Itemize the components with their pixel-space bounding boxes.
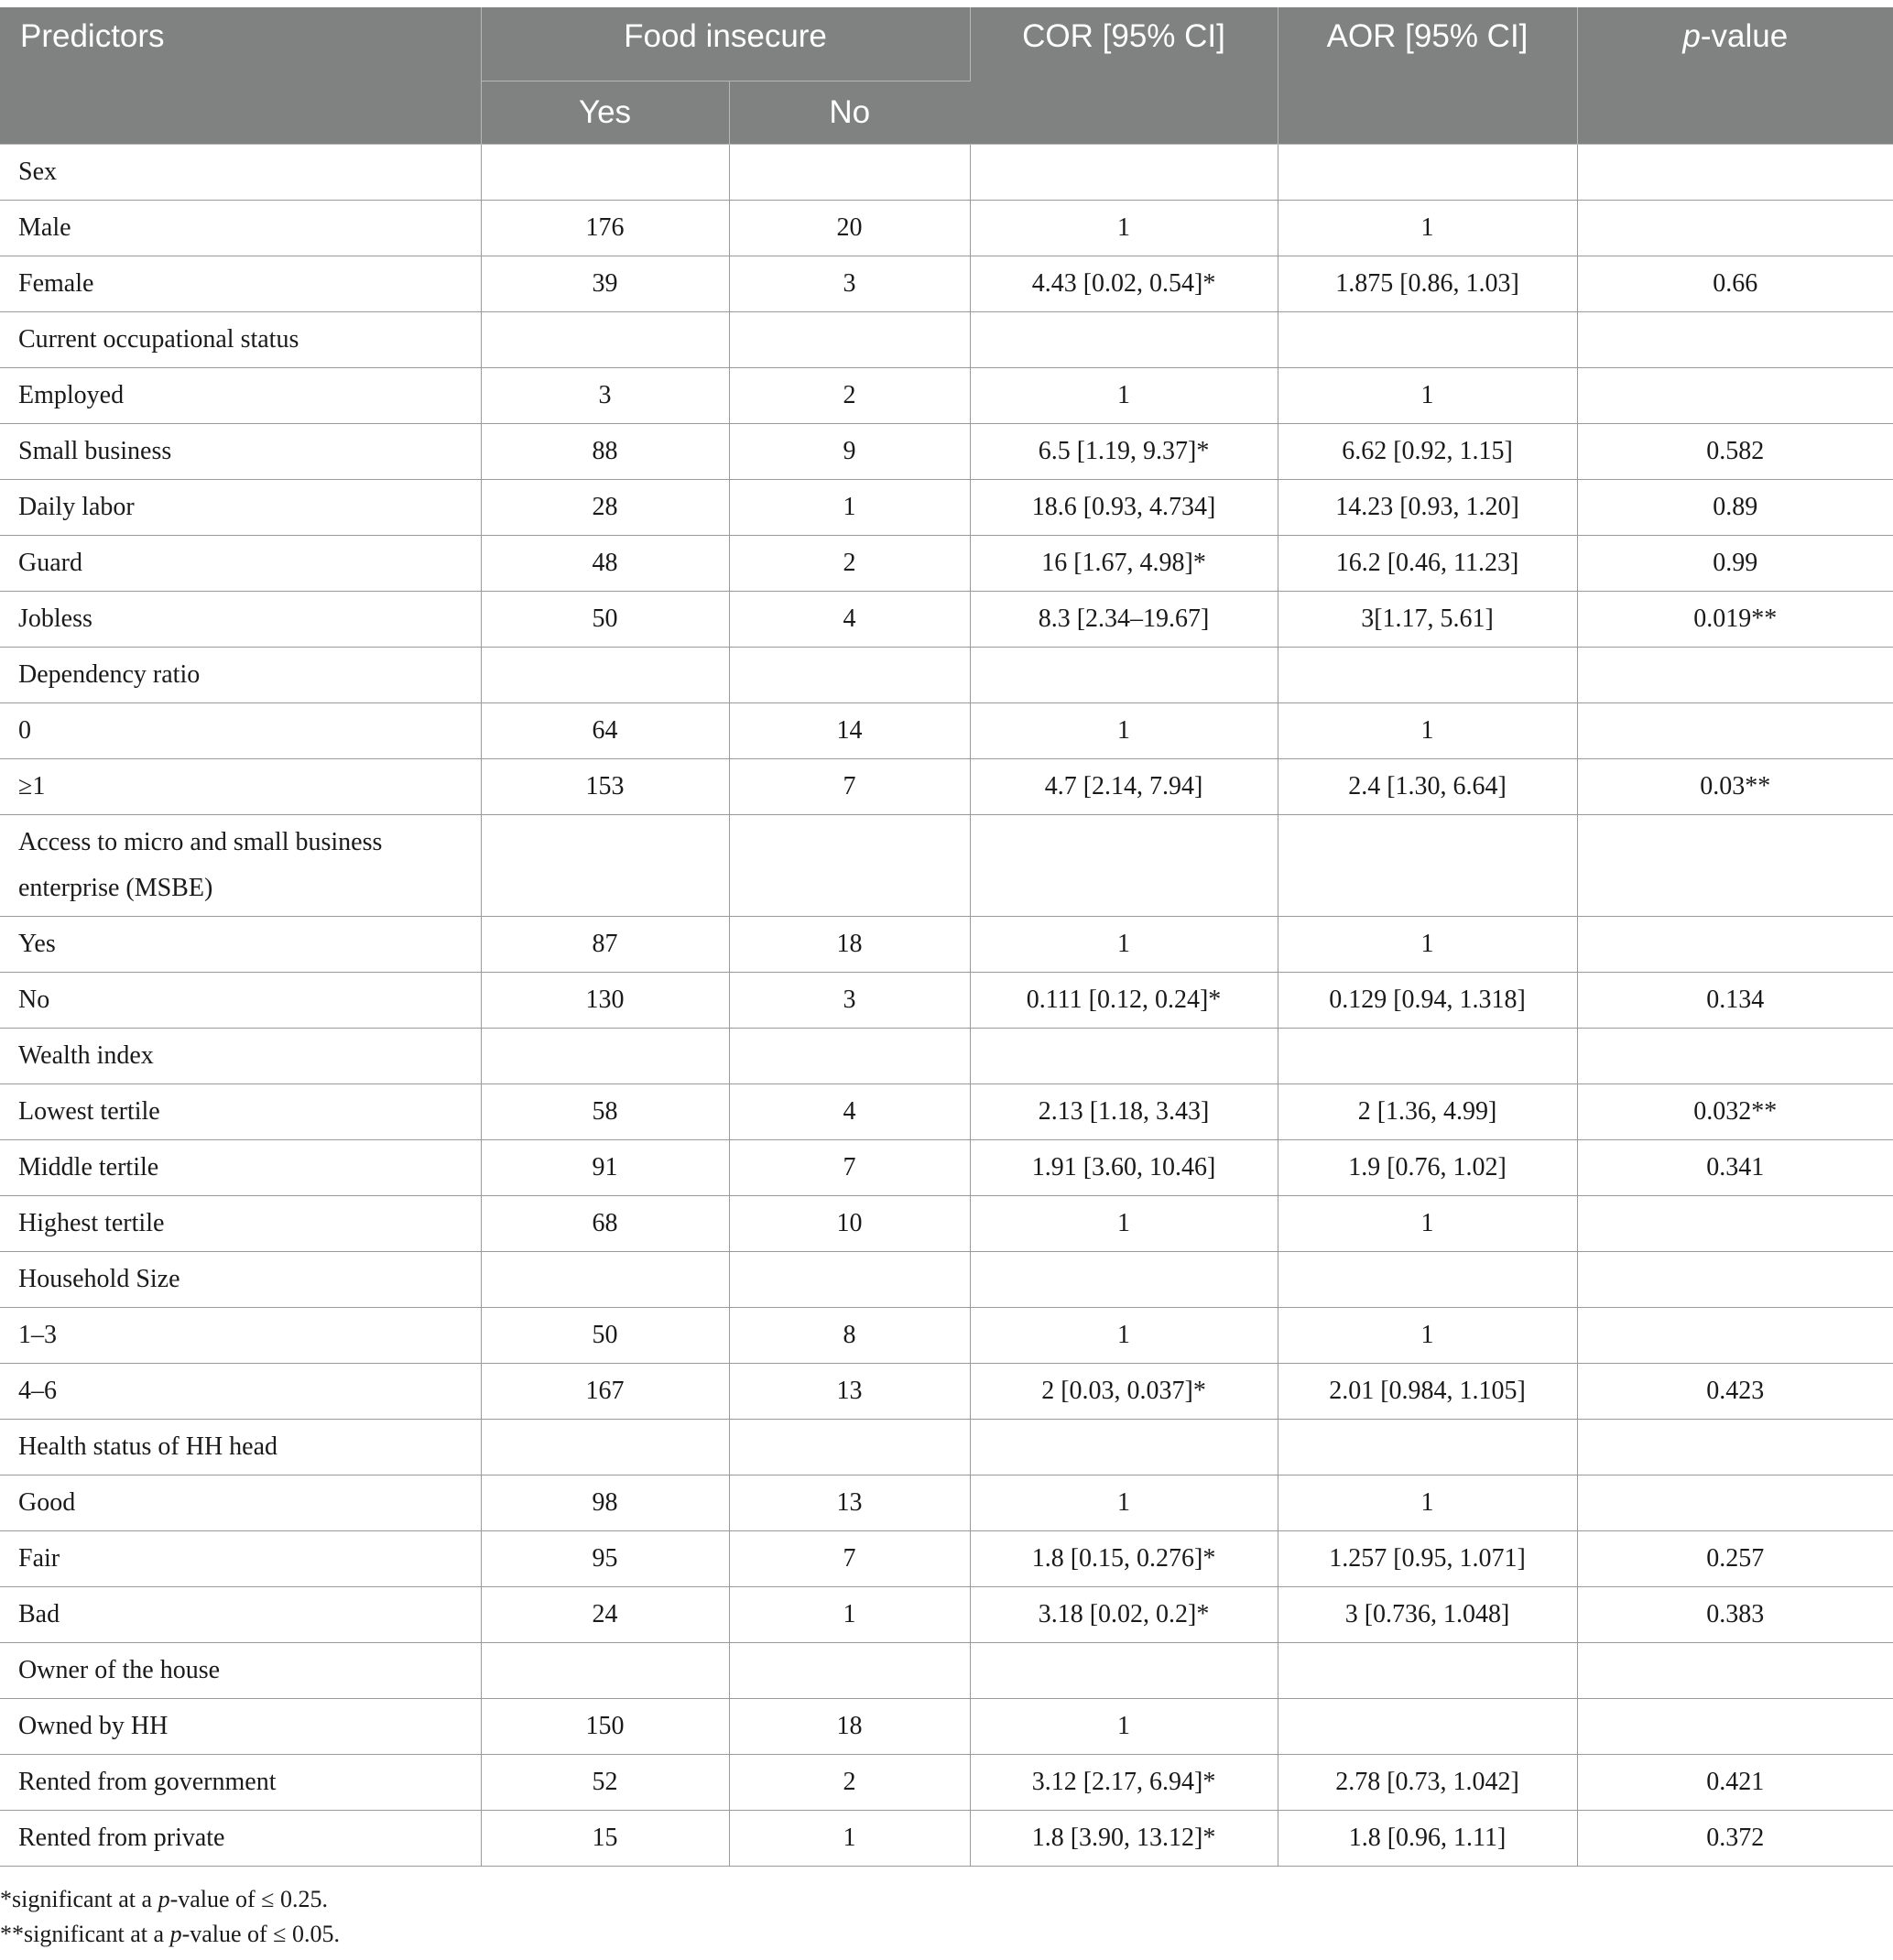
header-p-value (1577, 7, 1893, 145)
cell-no: 13 (729, 1475, 970, 1531)
cell-yes (481, 1420, 729, 1475)
cell-p-value: 0.421 (1577, 1755, 1893, 1811)
cell-yes: 153 (481, 759, 729, 815)
table-row (0, 368, 1893, 424)
table-row (0, 815, 1893, 917)
cell-p-value: 0.372 (1577, 1811, 1893, 1867)
cell-aor: 1 (1278, 1475, 1577, 1531)
cell-cor (970, 1420, 1278, 1475)
table-row (0, 256, 1893, 312)
cell-no: 10 (729, 1196, 970, 1252)
table-row (0, 1308, 1893, 1364)
cell-aor: 2 [1.36, 4.99] (1278, 1084, 1577, 1140)
cell-p-value (1577, 1643, 1893, 1699)
cell-aor: 1.257 [0.95, 1.071] (1278, 1531, 1577, 1587)
cell-yes (481, 648, 729, 703)
table-header (0, 7, 1893, 145)
cell-cor: 8.3 [2.34–19.67] (970, 592, 1278, 648)
cell-no: 1 (729, 1587, 970, 1643)
table-row (0, 759, 1893, 815)
cell-predictor: Wealth index (0, 1029, 481, 1084)
cell-aor: 14.23 [0.93, 1.20] (1278, 480, 1577, 536)
cell-predictor: Household Size (0, 1252, 481, 1308)
cell-yes: 48 (481, 536, 729, 592)
cell-aor (1278, 145, 1577, 201)
cell-p-value: 0.423 (1577, 1364, 1893, 1420)
cell-p-value: 0.99 (1577, 536, 1893, 592)
cell-predictor: Dependency ratio (0, 648, 481, 703)
footnote-2-suffix: -value of ≤ 0.05. (181, 1921, 340, 1947)
cell-no (729, 1029, 970, 1084)
cell-predictor: Bad (0, 1587, 481, 1643)
cell-yes: 150 (481, 1699, 729, 1755)
cell-predictor: Female (0, 256, 481, 312)
cell-aor (1278, 1699, 1577, 1755)
cell-cor: 1 (970, 1196, 1278, 1252)
cell-predictor: Highest tertile (0, 1196, 481, 1252)
cell-aor: 1 (1278, 1308, 1577, 1364)
header-p-letter: p (1682, 18, 1701, 54)
cell-no: 3 (729, 256, 970, 312)
cell-p-value (1577, 1308, 1893, 1364)
cell-cor: 2 [0.03, 0.037]* (970, 1364, 1278, 1420)
cell-aor: 1 (1278, 917, 1577, 973)
table-body (0, 145, 1893, 1867)
cell-p-value: 0.257 (1577, 1531, 1893, 1587)
cell-no (729, 1420, 970, 1475)
cell-aor: 1 (1278, 1196, 1577, 1252)
cell-predictor: Daily labor (0, 480, 481, 536)
cell-cor (970, 1643, 1278, 1699)
logistic-regression-table (0, 7, 1893, 1867)
cell-p-value (1577, 703, 1893, 759)
table-row (0, 1531, 1893, 1587)
header-food-insecure: Food insecure (481, 7, 970, 82)
cell-no: 2 (729, 536, 970, 592)
cell-no: 4 (729, 1084, 970, 1140)
cell-predictor: Yes (0, 917, 481, 973)
cell-aor: 2.01 [0.984, 1.105] (1278, 1364, 1577, 1420)
cell-no: 1 (729, 1811, 970, 1867)
cell-yes (481, 1643, 729, 1699)
table-row (0, 1084, 1893, 1140)
cell-aor: 16.2 [0.46, 11.23] (1278, 536, 1577, 592)
table-row (0, 1252, 1893, 1308)
footnote-2-p: p (169, 1921, 182, 1947)
footnote-2 (0, 1917, 340, 1952)
table-row (0, 703, 1893, 759)
table-row (0, 1140, 1893, 1196)
cell-p-value (1577, 145, 1893, 201)
cell-predictor: Rented from private (0, 1811, 481, 1867)
table-row (0, 1364, 1893, 1420)
table-footnotes (0, 1882, 340, 1952)
table-row (0, 592, 1893, 648)
cell-cor: 1 (970, 368, 1278, 424)
table-row (0, 424, 1893, 480)
cell-cor: 2.13 [1.18, 3.43] (970, 1084, 1278, 1140)
header-no: No (729, 82, 970, 145)
cell-yes: 3 (481, 368, 729, 424)
cell-predictor: ≥1 (0, 759, 481, 815)
cell-predictor: Fair (0, 1531, 481, 1587)
cell-cor (970, 145, 1278, 201)
cell-predictor: Owned by HH (0, 1699, 481, 1755)
cell-predictor: Owner of the house (0, 1643, 481, 1699)
cell-no: 7 (729, 1140, 970, 1196)
cell-predictor: Lowest tertile (0, 1084, 481, 1140)
cell-yes: 176 (481, 201, 729, 256)
cell-p-value (1577, 648, 1893, 703)
table-row (0, 312, 1893, 368)
cell-no: 1 (729, 480, 970, 536)
cell-predictor: Health status of HH head (0, 1420, 481, 1475)
table-row (0, 973, 1893, 1029)
cell-cor: 1 (970, 703, 1278, 759)
cell-no: 4 (729, 592, 970, 648)
cell-p-value: 0.89 (1577, 480, 1893, 536)
cell-no: 14 (729, 703, 970, 759)
cell-cor: 1.8 [3.90, 13.12]* (970, 1811, 1278, 1867)
table-row (0, 480, 1893, 536)
cell-aor (1278, 1252, 1577, 1308)
table-row (0, 145, 1893, 201)
cell-aor (1278, 1420, 1577, 1475)
cell-cor: 6.5 [1.19, 9.37]* (970, 424, 1278, 480)
cell-cor: 3.18 [0.02, 0.2]* (970, 1587, 1278, 1643)
cell-yes: 167 (481, 1364, 729, 1420)
cell-p-value: 0.66 (1577, 256, 1893, 312)
cell-aor: 1.9 [0.76, 1.02] (1278, 1140, 1577, 1196)
table-row (0, 1475, 1893, 1531)
cell-aor: 1.8 [0.96, 1.11] (1278, 1811, 1577, 1867)
table-row (0, 1755, 1893, 1811)
cell-no (729, 648, 970, 703)
cell-p-value (1577, 917, 1893, 973)
cell-aor: 1 (1278, 703, 1577, 759)
cell-yes: 58 (481, 1084, 729, 1140)
cell-predictor: Small business (0, 424, 481, 480)
cell-no (729, 1252, 970, 1308)
cell-no: 20 (729, 201, 970, 256)
table-row (0, 1699, 1893, 1755)
cell-no: 2 (729, 368, 970, 424)
cell-p-value (1577, 201, 1893, 256)
cell-aor: 1.875 [0.86, 1.03] (1278, 256, 1577, 312)
cell-predictor: No (0, 973, 481, 1029)
cell-cor (970, 1252, 1278, 1308)
cell-p-value (1577, 1475, 1893, 1531)
table-row (0, 1420, 1893, 1475)
header-p-suffix: -value (1700, 18, 1789, 54)
cell-yes (481, 1252, 729, 1308)
cell-predictor: Employed (0, 368, 481, 424)
table-row (0, 1029, 1893, 1084)
cell-yes (481, 1029, 729, 1084)
cell-no (729, 815, 970, 917)
cell-aor: 1 (1278, 201, 1577, 256)
cell-cor: 0.111 [0.12, 0.24]* (970, 973, 1278, 1029)
cell-p-value (1577, 1196, 1893, 1252)
cell-cor (970, 312, 1278, 368)
table-row (0, 1196, 1893, 1252)
cell-cor: 1 (970, 1699, 1278, 1755)
footnote-1-prefix: *significant at a (0, 1886, 158, 1912)
cell-no: 18 (729, 1699, 970, 1755)
cell-yes: 64 (481, 703, 729, 759)
cell-p-value: 0.582 (1577, 424, 1893, 480)
cell-aor (1278, 312, 1577, 368)
cell-no: 8 (729, 1308, 970, 1364)
cell-yes: 95 (481, 1531, 729, 1587)
cell-p-value: 0.134 (1577, 973, 1893, 1029)
table-row (0, 1587, 1893, 1643)
cell-yes (481, 815, 729, 917)
cell-cor: 18.6 [0.93, 4.734] (970, 480, 1278, 536)
cell-predictor: 4–6 (0, 1364, 481, 1420)
footnote-1-suffix: -value of ≤ 0.25. (169, 1886, 328, 1912)
footnote-1-p: p (158, 1886, 170, 1912)
cell-aor: 2.78 [0.73, 1.042] (1278, 1755, 1577, 1811)
cell-no (729, 312, 970, 368)
cell-predictor: Jobless (0, 592, 481, 648)
cell-predictor: 0 (0, 703, 481, 759)
cell-p-value: 0.032** (1577, 1084, 1893, 1140)
cell-p-value (1577, 1029, 1893, 1084)
table-row (0, 536, 1893, 592)
cell-cor: 16 [1.67, 4.98]* (970, 536, 1278, 592)
table-row (0, 648, 1893, 703)
cell-p-value: 0.341 (1577, 1140, 1893, 1196)
cell-aor: 1 (1278, 368, 1577, 424)
cell-yes: 87 (481, 917, 729, 973)
cell-aor (1278, 1029, 1577, 1084)
cell-yes: 50 (481, 592, 729, 648)
cell-predictor: Middle tertile (0, 1140, 481, 1196)
cell-aor (1278, 1643, 1577, 1699)
cell-yes: 68 (481, 1196, 729, 1252)
cell-cor: 4.43 [0.02, 0.54]* (970, 256, 1278, 312)
cell-cor (970, 1029, 1278, 1084)
results-table-container (0, 7, 1893, 1867)
cell-aor: 2.4 [1.30, 6.64] (1278, 759, 1577, 815)
cell-yes (481, 312, 729, 368)
footnote-2-prefix: **significant at a (0, 1921, 170, 1947)
cell-yes: 50 (481, 1308, 729, 1364)
cell-predictor: Good (0, 1475, 481, 1531)
cell-yes: 52 (481, 1755, 729, 1811)
table-row (0, 1811, 1893, 1867)
cell-yes: 130 (481, 973, 729, 1029)
cell-cor: 1.8 [0.15, 0.276]* (970, 1531, 1278, 1587)
cell-aor: 3 [0.736, 1.048] (1278, 1587, 1577, 1643)
cell-yes: 88 (481, 424, 729, 480)
cell-yes: 24 (481, 1587, 729, 1643)
cell-no (729, 145, 970, 201)
footnote-1 (0, 1882, 340, 1917)
cell-no: 18 (729, 917, 970, 973)
cell-no: 2 (729, 1755, 970, 1811)
cell-no: 7 (729, 1531, 970, 1587)
cell-no: 9 (729, 424, 970, 480)
cell-predictor: Rented from government (0, 1755, 481, 1811)
cell-predictor: Guard (0, 536, 481, 592)
cell-predictor: Current occupational status (0, 312, 481, 368)
table-row (0, 1643, 1893, 1699)
header-yes: Yes (481, 82, 729, 145)
cell-aor: 3[1.17, 5.61] (1278, 592, 1577, 648)
cell-yes: 39 (481, 256, 729, 312)
cell-predictor: Male (0, 201, 481, 256)
cell-aor: 6.62 [0.92, 1.15] (1278, 424, 1577, 480)
table-row (0, 201, 1893, 256)
cell-cor: 3.12 [2.17, 6.94]* (970, 1755, 1278, 1811)
cell-cor: 4.7 [2.14, 7.94] (970, 759, 1278, 815)
cell-p-value: 0.019** (1577, 592, 1893, 648)
cell-p-value (1577, 312, 1893, 368)
cell-aor: 0.129 [0.94, 1.318] (1278, 973, 1577, 1029)
cell-predictor: 1–3 (0, 1308, 481, 1364)
cell-cor: 1 (970, 1475, 1278, 1531)
cell-p-value (1577, 1699, 1893, 1755)
cell-cor (970, 815, 1278, 917)
cell-p-value (1577, 815, 1893, 917)
cell-no (729, 1643, 970, 1699)
cell-cor (970, 648, 1278, 703)
cell-p-value (1577, 368, 1893, 424)
cell-no: 13 (729, 1364, 970, 1420)
cell-p-value (1577, 1252, 1893, 1308)
cell-predictor: Access to micro and small business enterprise (MSBE) (0, 815, 481, 917)
cell-no: 7 (729, 759, 970, 815)
cell-cor: 1 (970, 917, 1278, 973)
header-aor: AOR [95% CI] (1278, 7, 1577, 145)
cell-yes (481, 145, 729, 201)
cell-p-value: 0.03** (1577, 759, 1893, 815)
header-cor: COR [95% CI] (970, 7, 1278, 145)
cell-no: 3 (729, 973, 970, 1029)
cell-yes: 91 (481, 1140, 729, 1196)
cell-p-value: 0.383 (1577, 1587, 1893, 1643)
cell-p-value (1577, 1420, 1893, 1475)
table-row (0, 917, 1893, 973)
cell-predictor: Sex (0, 145, 481, 201)
cell-cor: 1 (970, 1308, 1278, 1364)
cell-yes: 28 (481, 480, 729, 536)
cell-cor: 1.91 [3.60, 10.46] (970, 1140, 1278, 1196)
header-predictors: Predictors (0, 7, 481, 145)
cell-aor (1278, 648, 1577, 703)
cell-cor: 1 (970, 201, 1278, 256)
cell-aor (1278, 815, 1577, 917)
cell-yes: 98 (481, 1475, 729, 1531)
cell-yes: 15 (481, 1811, 729, 1867)
